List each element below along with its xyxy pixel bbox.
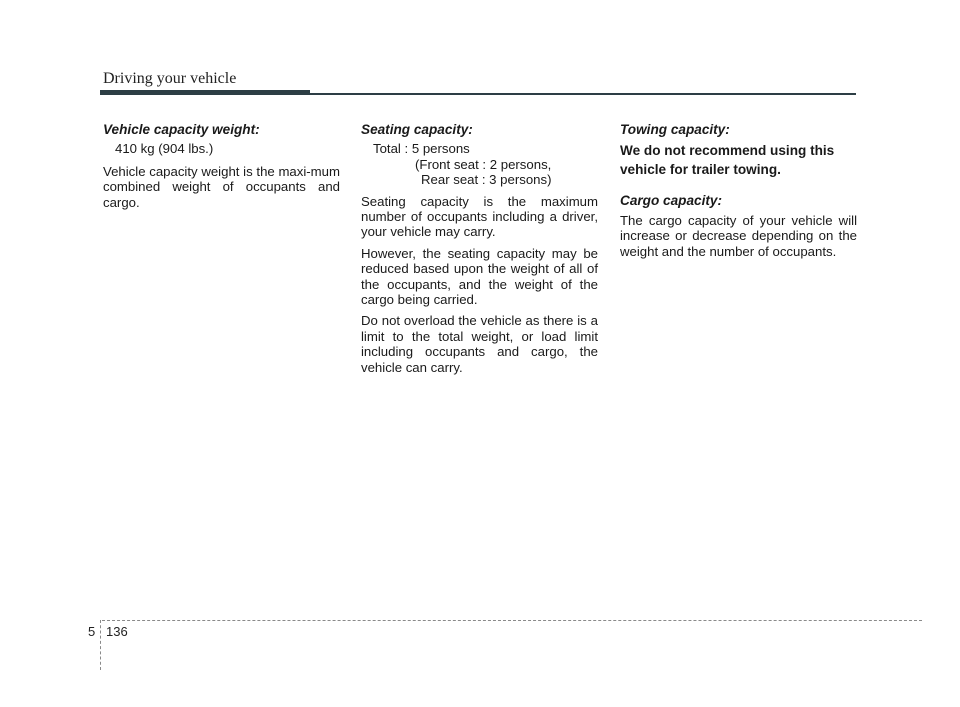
column-towing-cargo	[620, 122, 857, 265]
footer-vertical-rule	[100, 620, 101, 670]
footer-dashed-rule	[102, 620, 922, 621]
vehicle-capacity-value: 410 kg (904 lbs.)	[115, 141, 214, 157]
chapter-number: 5	[88, 624, 96, 639]
page-number: 136	[106, 624, 128, 639]
column-vehicle-capacity	[103, 122, 340, 216]
header-rule	[310, 93, 856, 95]
header-accent-bar	[100, 90, 310, 95]
seating-paragraph-1: Seating capacity is the maximum number of occupants including a driver, your vehicle may carry.	[361, 193, 598, 240]
section-title: Driving your vehicle	[103, 70, 237, 87]
seating-front: (Front seat : 2 persons,	[415, 156, 552, 172]
vehicle-capacity-heading: Vehicle capacity weight:	[103, 122, 260, 137]
seating-capacity-heading: Seating capacity:	[361, 122, 473, 137]
seating-paragraph-2: However, the seating capacity may be reduced based upon the weight of all of the occupants, and the weight of the cargo being carried.	[361, 245, 598, 308]
column-seating-capacity	[361, 122, 598, 381]
seating-total: Total : 5 persons	[373, 141, 470, 157]
towing-capacity-note: We do not recommend using this vehicle for trailer towing.	[620, 143, 835, 178]
cargo-capacity-description: The cargo capacity of your vehicle will increase or decrease depending on the weight and the number of occupants.	[620, 212, 857, 259]
seating-rear: Rear seat : 3 persons)	[421, 172, 552, 188]
cargo-capacity-heading: Cargo capacity:	[620, 193, 722, 209]
seating-paragraph-3: Do not overload the vehicle as there is a limit to the total weight, or load limit including occupants and cargo, the vehicle can carry.	[361, 313, 598, 375]
vehicle-capacity-description: Vehicle capacity weight is the maxi-mum combined weight of occupants and cargo.	[103, 163, 340, 210]
towing-capacity-heading: Towing capacity:	[620, 122, 730, 137]
